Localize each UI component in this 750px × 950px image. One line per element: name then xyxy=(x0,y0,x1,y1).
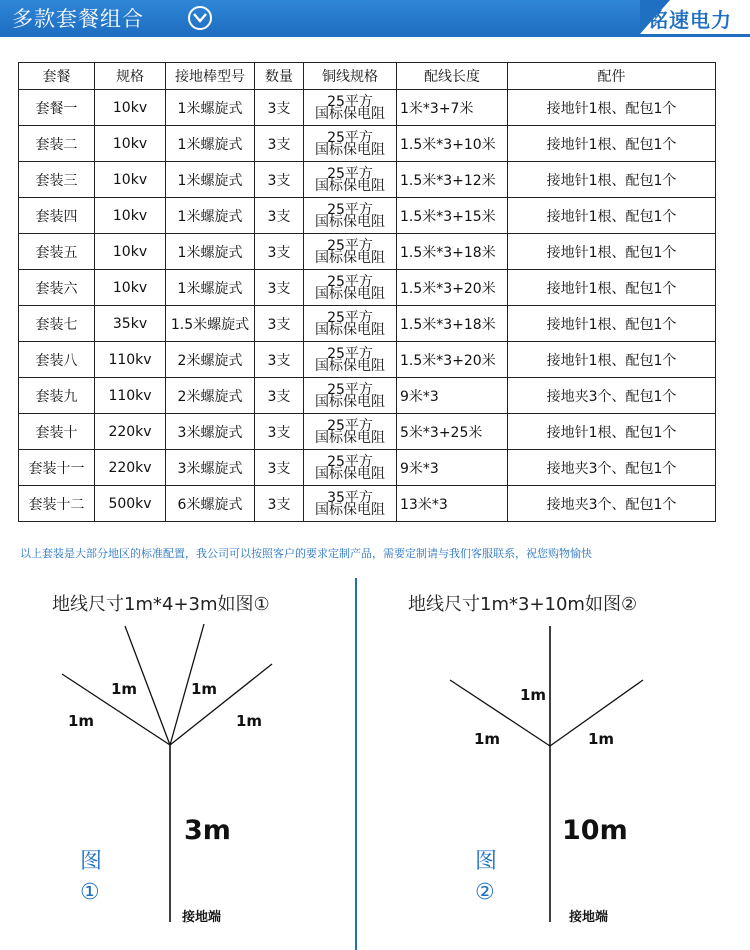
cell-rod-model: 1米螺旋式 xyxy=(166,90,255,126)
cell-package: 套装十一 xyxy=(19,450,95,486)
cell-quantity: 3支 xyxy=(255,162,304,198)
diagram-1-ground-label: 接地端 xyxy=(182,910,222,925)
table-row xyxy=(19,90,716,126)
cell-spec: 35kv xyxy=(95,306,166,342)
cell-spec: 220kv xyxy=(95,414,166,450)
diagram-2-branch-label: 1m xyxy=(588,730,615,748)
cell-package: 套装八 xyxy=(19,342,95,378)
cell-copper-line: 25平方 xyxy=(327,273,373,290)
cell-package: 套装三 xyxy=(19,162,95,198)
package-table xyxy=(18,62,716,522)
cell-length: 9米*3 xyxy=(397,450,508,486)
col-header-spec: 规格 xyxy=(95,63,166,90)
cell-copper-line: 国标保电阻 xyxy=(315,213,385,230)
cell-copper xyxy=(304,198,397,234)
cell-copper-line: 25平方 xyxy=(327,345,373,362)
cell-copper-line: 35平方 xyxy=(327,489,373,506)
cell-quantity: 3支 xyxy=(255,234,304,270)
cell-accessories: 接地针1根、配包1个 xyxy=(508,90,716,126)
table-row xyxy=(19,342,716,378)
cell-copper-line: 国标保电阻 xyxy=(315,429,385,446)
cell-length: 1.5米*3+12米 xyxy=(397,162,508,198)
cell-rod-model: 1米螺旋式 xyxy=(166,126,255,162)
cell-copper xyxy=(304,342,397,378)
cell-spec: 10kv xyxy=(95,126,166,162)
table-row xyxy=(19,126,716,162)
cell-copper xyxy=(304,90,397,126)
cell-spec: 500kv xyxy=(95,486,166,522)
cell-package: 套装九 xyxy=(19,378,95,414)
cell-copper-line: 25平方 xyxy=(327,417,373,434)
diagram-1-title: 地线尺寸1m*4+3m如图① xyxy=(52,594,270,615)
diagram-2-title: 地线尺寸1m*3+10m如图② xyxy=(408,594,638,615)
cell-length: 1.5米*3+18米 xyxy=(397,306,508,342)
col-header-length: 配线长度 xyxy=(397,63,508,90)
col-header-copper: 铜线规格 xyxy=(304,63,397,90)
diagram-1-fig-number: ① xyxy=(80,880,100,905)
cell-copper-line: 国标保电阻 xyxy=(315,285,385,302)
diagram-divider xyxy=(355,578,357,950)
cell-accessories: 接地针1根、配包1个 xyxy=(508,162,716,198)
cell-copper-line: 国标保电阻 xyxy=(315,393,385,410)
cell-length: 9米*3 xyxy=(397,378,508,414)
diagram-2-fig-label: 图 xyxy=(475,849,498,874)
cell-rod-model: 2米螺旋式 xyxy=(166,342,255,378)
cell-copper-line: 25平方 xyxy=(327,201,373,218)
cell-copper-line: 国标保电阻 xyxy=(315,465,385,482)
table-row xyxy=(19,450,716,486)
cell-accessories: 接地针1根、配包1个 xyxy=(508,342,716,378)
diagram-1-branch-label: 1m xyxy=(191,680,218,698)
table-row xyxy=(19,270,716,306)
table-row xyxy=(19,234,716,270)
cell-copper xyxy=(304,270,397,306)
cell-spec: 220kv xyxy=(95,450,166,486)
cell-rod-model: 3米螺旋式 xyxy=(166,450,255,486)
diagram-1-branch-label: 1m xyxy=(111,680,138,698)
cell-copper-line: 25平方 xyxy=(327,129,373,146)
cell-accessories: 接地夹3个、配包1个 xyxy=(508,486,716,522)
cell-accessories: 接地针1根、配包1个 xyxy=(508,414,716,450)
cell-rod-model: 1.5米螺旋式 xyxy=(166,306,255,342)
table-row xyxy=(19,486,716,522)
cell-quantity: 3支 xyxy=(255,270,304,306)
cell-copper-line: 25平方 xyxy=(327,453,373,470)
col-header-package: 套餐 xyxy=(19,63,95,90)
cell-copper-line: 国标保电阻 xyxy=(315,357,385,374)
cell-length: 1米*3+7米 xyxy=(397,90,508,126)
cell-spec: 10kv xyxy=(95,270,166,306)
cell-length: 1.5米*3+20米 xyxy=(397,270,508,306)
cell-copper xyxy=(304,162,397,198)
table-row xyxy=(19,378,716,414)
diagram-2-wires xyxy=(360,590,750,950)
cell-package: 套装十二 xyxy=(19,486,95,522)
cell-length: 1.5米*3+20米 xyxy=(397,342,508,378)
cell-package: 套装四 xyxy=(19,198,95,234)
cell-quantity: 3支 xyxy=(255,378,304,414)
cell-copper xyxy=(304,486,397,522)
diagram-2-fig-number: ② xyxy=(475,880,495,905)
cell-spec: 10kv xyxy=(95,234,166,270)
cell-copper-line: 国标保电阻 xyxy=(315,501,385,518)
header-banner xyxy=(0,0,750,40)
diagram-1-wires xyxy=(0,590,340,950)
diagram-1-branch-label: 1m xyxy=(236,712,263,730)
cell-copper xyxy=(304,414,397,450)
diagram-2-main-length: 10m xyxy=(562,815,628,846)
cell-copper xyxy=(304,126,397,162)
cell-quantity: 3支 xyxy=(255,306,304,342)
cell-copper-line: 25平方 xyxy=(327,309,373,326)
header-title: 多款套餐组合 xyxy=(12,7,144,31)
cell-length: 1.5米*3+15米 xyxy=(397,198,508,234)
cell-rod-model: 1米螺旋式 xyxy=(166,234,255,270)
cell-accessories: 接地夹3个、配包1个 xyxy=(508,378,716,414)
cell-copper-line: 国标保电阻 xyxy=(315,177,385,194)
diagram-1-fig-label: 图 xyxy=(80,849,103,874)
cell-copper-line: 国标保电阻 xyxy=(315,249,385,266)
cell-quantity: 3支 xyxy=(255,486,304,522)
cell-package: 套装二 xyxy=(19,126,95,162)
cell-copper-line: 25平方 xyxy=(327,93,373,110)
chevron-down-circle-icon xyxy=(188,6,212,30)
cell-package: 套装六 xyxy=(19,270,95,306)
cell-accessories: 接地针1根、配包1个 xyxy=(508,306,716,342)
diagram-1-branch-label: 1m xyxy=(68,712,95,730)
cell-quantity: 3支 xyxy=(255,198,304,234)
cell-package: 套装七 xyxy=(19,306,95,342)
header-strip xyxy=(0,34,750,37)
cell-length: 1.5米*3+10米 xyxy=(397,126,508,162)
cell-quantity: 3支 xyxy=(255,450,304,486)
table-header-row xyxy=(19,63,716,90)
cell-quantity: 3支 xyxy=(255,126,304,162)
cell-spec: 110kv xyxy=(95,378,166,414)
diagram-2-branch-label: 1m xyxy=(474,730,501,748)
cell-package: 套装五 xyxy=(19,234,95,270)
cell-package: 套餐一 xyxy=(19,90,95,126)
cell-rod-model: 2米螺旋式 xyxy=(166,378,255,414)
diagram-1-main-length: 3m xyxy=(184,815,231,846)
col-header-quantity: 数量 xyxy=(255,63,304,90)
cell-rod-model: 1米螺旋式 xyxy=(166,162,255,198)
cell-copper-line: 国标保电阻 xyxy=(315,105,385,122)
cell-rod-model: 1米螺旋式 xyxy=(166,270,255,306)
cell-spec: 10kv xyxy=(95,198,166,234)
cell-copper-line: 国标保电阻 xyxy=(315,321,385,338)
cell-accessories: 接地针1根、配包1个 xyxy=(508,198,716,234)
cell-accessories: 接地针1根、配包1个 xyxy=(508,270,716,306)
table-row xyxy=(19,198,716,234)
table-row xyxy=(19,414,716,450)
footnote: 以上套装是大部分地区的标准配置，我公司可以按照客户的要求定制产品，需要定制请与我们客服联系，祝您购物愉快 xyxy=(20,547,592,560)
table-row xyxy=(19,162,716,198)
col-header-rod-model: 接地棒型号 xyxy=(166,63,255,90)
cell-copper xyxy=(304,450,397,486)
cell-copper xyxy=(304,306,397,342)
cell-spec: 110kv xyxy=(95,342,166,378)
cell-quantity: 3支 xyxy=(255,90,304,126)
cell-accessories: 接地夹3个、配包1个 xyxy=(508,450,716,486)
cell-copper-line: 25平方 xyxy=(327,381,373,398)
cell-quantity: 3支 xyxy=(255,414,304,450)
diagram-2-branch-label: 1m xyxy=(520,686,547,704)
brand-logo-text: 铭速电力 xyxy=(648,8,732,32)
cell-spec: 10kv xyxy=(95,162,166,198)
cell-length: 1.5米*3+18米 xyxy=(397,234,508,270)
cell-length: 5米*3+25米 xyxy=(397,414,508,450)
cell-package: 套装十 xyxy=(19,414,95,450)
cell-quantity: 3支 xyxy=(255,342,304,378)
cell-copper-line: 25平方 xyxy=(327,237,373,254)
cell-length: 13米*3 xyxy=(397,486,508,522)
cell-accessories: 接地针1根、配包1个 xyxy=(508,126,716,162)
cell-rod-model: 6米螺旋式 xyxy=(166,486,255,522)
cell-copper xyxy=(304,378,397,414)
cell-copper-line: 国标保电阻 xyxy=(315,141,385,158)
cell-rod-model: 1米螺旋式 xyxy=(166,198,255,234)
cell-rod-model: 3米螺旋式 xyxy=(166,414,255,450)
diagram-2-ground-label: 接地端 xyxy=(569,910,609,925)
cell-copper-line: 25平方 xyxy=(327,165,373,182)
cell-spec: 10kv xyxy=(95,90,166,126)
cell-copper xyxy=(304,234,397,270)
col-header-accessories: 配件 xyxy=(508,63,716,90)
table-row xyxy=(19,306,716,342)
cell-accessories: 接地针1根、配包1个 xyxy=(508,234,716,270)
